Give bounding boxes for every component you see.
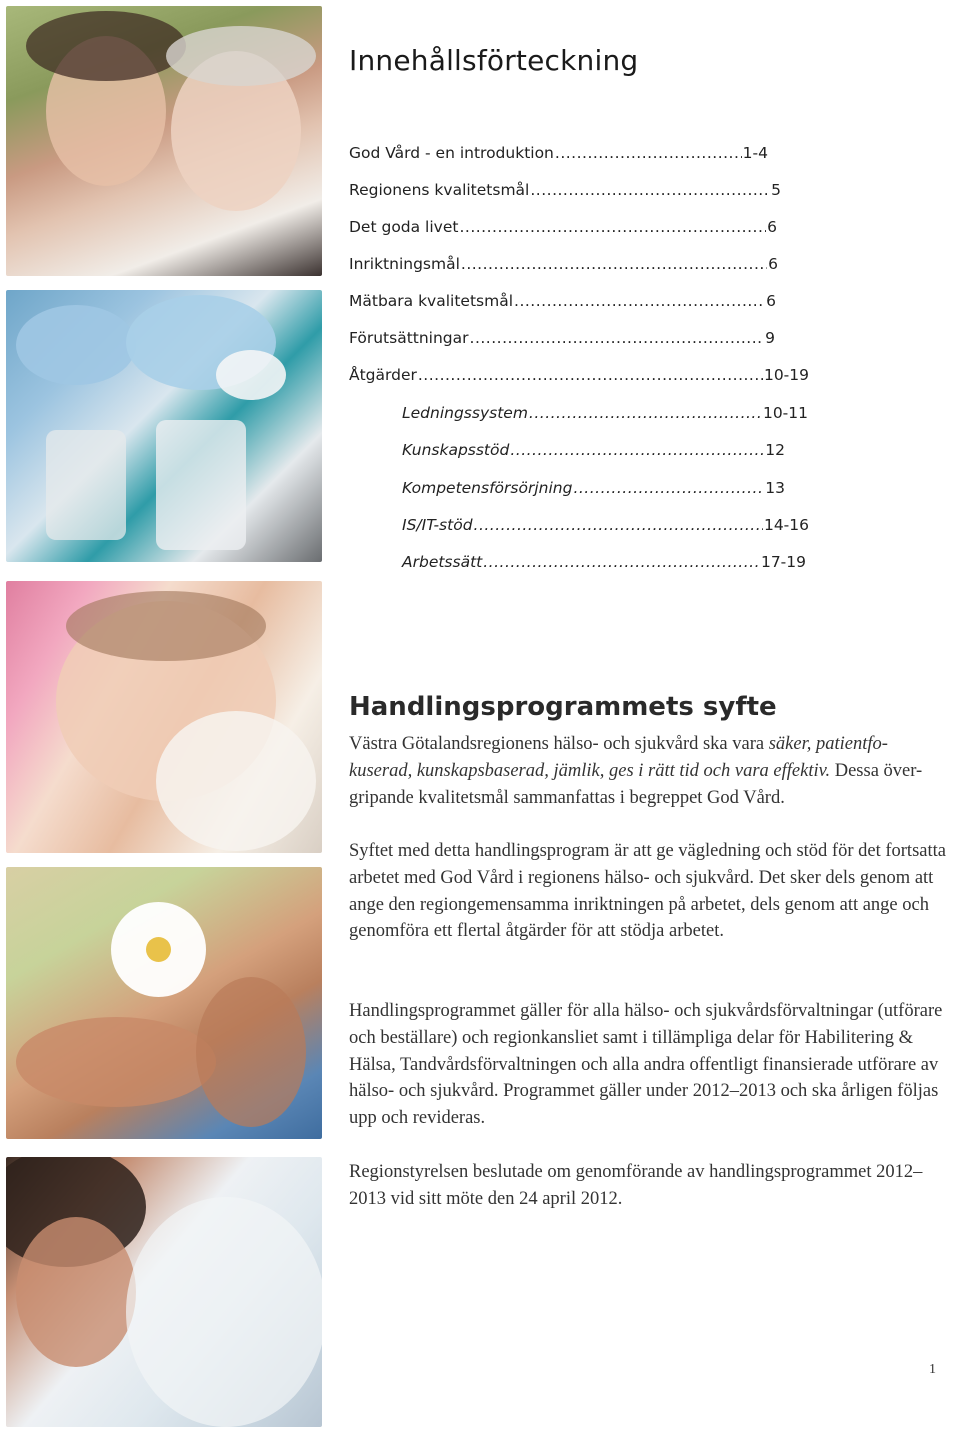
toc-subentry-page: 14-16 bbox=[763, 516, 809, 534]
photo-baby bbox=[6, 581, 322, 853]
toc-entry-label: Det goda livet bbox=[349, 218, 459, 236]
toc-leader-dots bbox=[555, 144, 742, 162]
photo-lab-microscopes bbox=[6, 290, 322, 562]
photo-column bbox=[0, 0, 330, 1429]
toc-subentry-label: Arbetssätt bbox=[402, 553, 483, 571]
toc-entry-page: 5 bbox=[771, 181, 781, 199]
toc-subentry-page: 12 bbox=[765, 441, 785, 459]
toc-entry-label: Regionens kvalitetsmål bbox=[349, 181, 530, 199]
toc-entry bbox=[349, 218, 777, 236]
toc-entry-label: Förutsättningar bbox=[349, 329, 469, 347]
toc-subentry-page: 10-11 bbox=[762, 404, 808, 422]
toc-subentry-label: IS/IT-stöd bbox=[402, 516, 473, 534]
intro-text-start: Västra Götalandsregionens hälso- och sjukvård ska vara bbox=[349, 734, 769, 754]
toc-entry-label: Åtgärder bbox=[349, 366, 417, 384]
toc-entry-label: Mätbara kvalitetsmål bbox=[349, 292, 514, 310]
toc-leader-dots bbox=[459, 218, 766, 236]
purpose-paragraph: Syftet med detta handlingsprogram är att ge vägledning och stöd för det fortsatta arbetet med God Vård i regionens hälso- och sjukvård. Det sker dels genom att ange den regiongemensamma inriktningen på arbetet, dels genom att ange och genomföra ett flertal åtgärder för att stödja arbetet. bbox=[349, 841, 946, 942]
toc-title: Innehållsförteckning bbox=[349, 44, 639, 77]
scope-paragraph: Handlingsprogrammet gäller för alla hälso- och sjukvårdsförvaltningar (utförare och beställare) och regionkansliet samt i tillämpliga delar för Habilitering & Hälsa, Tandvårdsförvaltningen och alla andra offentligt finansierade utförare av hälso- och sjukvård. Programmet gäller under 2012–2013 och ska årligen följas upp och revideras. bbox=[349, 1001, 943, 1129]
toc-leader-dots bbox=[514, 292, 765, 310]
toc-subentry-label: Kompetensförsörjning bbox=[402, 479, 573, 497]
toc-entry-page: 10-19 bbox=[763, 366, 809, 384]
toc-subentry-page: 17-19 bbox=[760, 553, 806, 571]
toc-subentry-label: Kunskapsstöd bbox=[402, 441, 510, 459]
photo-hands-flower bbox=[6, 867, 322, 1139]
toc-entry-label: Inriktningsmål bbox=[349, 255, 460, 273]
toc-entry bbox=[349, 181, 781, 199]
toc-entry-label: God Vård - en introduktion bbox=[349, 144, 554, 162]
photo-doctor-stethoscope bbox=[6, 1157, 322, 1427]
toc-entry-page: 6 bbox=[767, 218, 777, 236]
toc-leader-dots bbox=[470, 329, 765, 347]
toc-entry bbox=[349, 255, 778, 273]
page-number: 1 bbox=[929, 1362, 936, 1377]
toc-entry bbox=[349, 144, 768, 162]
toc-entry-page: 9 bbox=[765, 329, 775, 347]
toc-leader-dots bbox=[461, 255, 767, 273]
toc-entry bbox=[349, 292, 776, 310]
toc-subentry bbox=[402, 404, 808, 422]
toc-leader-dots bbox=[510, 441, 764, 459]
toc-leader-dots bbox=[474, 516, 763, 534]
section-heading: Handlingsprogrammets syfte bbox=[349, 692, 777, 722]
intro-text-end: Dessa över-gripande kvalitetsmål sammanfattas i begreppet God Vård. bbox=[349, 760, 923, 808]
toc-leader-dots bbox=[530, 181, 770, 199]
toc-subentry-page: 13 bbox=[765, 479, 785, 497]
toc-leader-dots bbox=[418, 366, 763, 384]
toc-subentry bbox=[402, 553, 806, 571]
photo-two-women bbox=[6, 6, 322, 276]
toc-leader-dots bbox=[529, 404, 762, 422]
toc-leader-dots bbox=[573, 479, 764, 497]
toc-entry bbox=[349, 366, 809, 384]
toc-subentry-label: Ledningssystem bbox=[402, 404, 528, 422]
toc-subentry bbox=[402, 479, 785, 497]
decision-paragraph: Regionstyrelsen beslutade om genomförande av handlingsprogrammet 2012–2013 vid sitt möte den 24 april 2012. bbox=[349, 1162, 923, 1209]
toc-subentry bbox=[402, 441, 785, 459]
toc-entry-page: 6 bbox=[766, 292, 776, 310]
toc-entry-page: 6 bbox=[768, 255, 778, 273]
toc-subentry bbox=[402, 516, 809, 534]
toc-entry-page: 1-4 bbox=[742, 144, 768, 162]
toc-entry bbox=[349, 329, 775, 347]
toc-leader-dots bbox=[483, 553, 760, 571]
intro-paragraph bbox=[349, 731, 949, 811]
intro-text-italic: säker, patientfo-kuserad, kunskapsbaserad, jämlik, ges i rätt tid och vara effektiv. bbox=[349, 734, 888, 781]
